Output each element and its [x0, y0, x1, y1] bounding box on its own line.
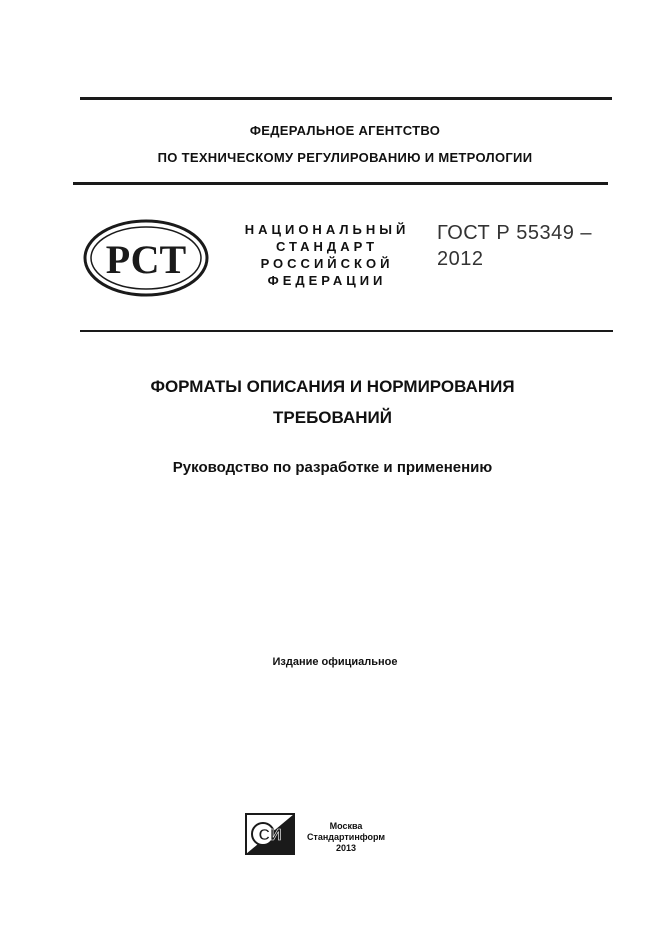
- top-rule: [80, 97, 612, 100]
- standard-type-line-3: РОССИЙСКОЙ: [260, 256, 394, 271]
- header-divider-rule: [73, 182, 608, 185]
- publisher-city: Москва: [329, 821, 363, 831]
- standard-type-line-4: ФЕДЕРАЦИИ: [267, 273, 387, 288]
- document-subtitle: Руководство по разработке и применению: [172, 459, 493, 476]
- document-title-line-1: ФОРМАТЫ ОПИСАНИЯ И НОРМИРОВАНИЯ: [150, 377, 515, 396]
- publisher-year: 2013: [335, 843, 357, 853]
- standard-designation-line-1: ГОСТ Р 55349 –: [437, 222, 593, 244]
- agency-name-line-1: ФЕДЕРАЛЬНОЕ АГЕНТСТВО: [249, 123, 441, 138]
- rst-certification-logo: [82, 218, 210, 298]
- agency-name-line-2: ПО ТЕХНИЧЕСКОМУ РЕГУЛИРОВАНИЮ И МЕТРОЛОГИИ: [157, 150, 533, 165]
- edition-note: Издание официальное: [272, 656, 398, 668]
- publisher-name: Стандартинформ: [306, 832, 386, 842]
- standartinform-logo-letters: СИ: [258, 827, 282, 844]
- standartinform-logo: [245, 813, 295, 855]
- standard-type-line-2: СТАНДАРТ: [275, 239, 379, 254]
- standard-type-line-1: НАЦИОНАЛЬНЫЙ: [244, 222, 410, 237]
- document-title-line-2: ТРЕБОВАНИЙ: [273, 408, 392, 427]
- standard-divider-rule: [80, 330, 613, 332]
- rst-logo-letters: РСТ: [105, 237, 187, 282]
- standard-designation-line-2: 2012: [437, 248, 484, 270]
